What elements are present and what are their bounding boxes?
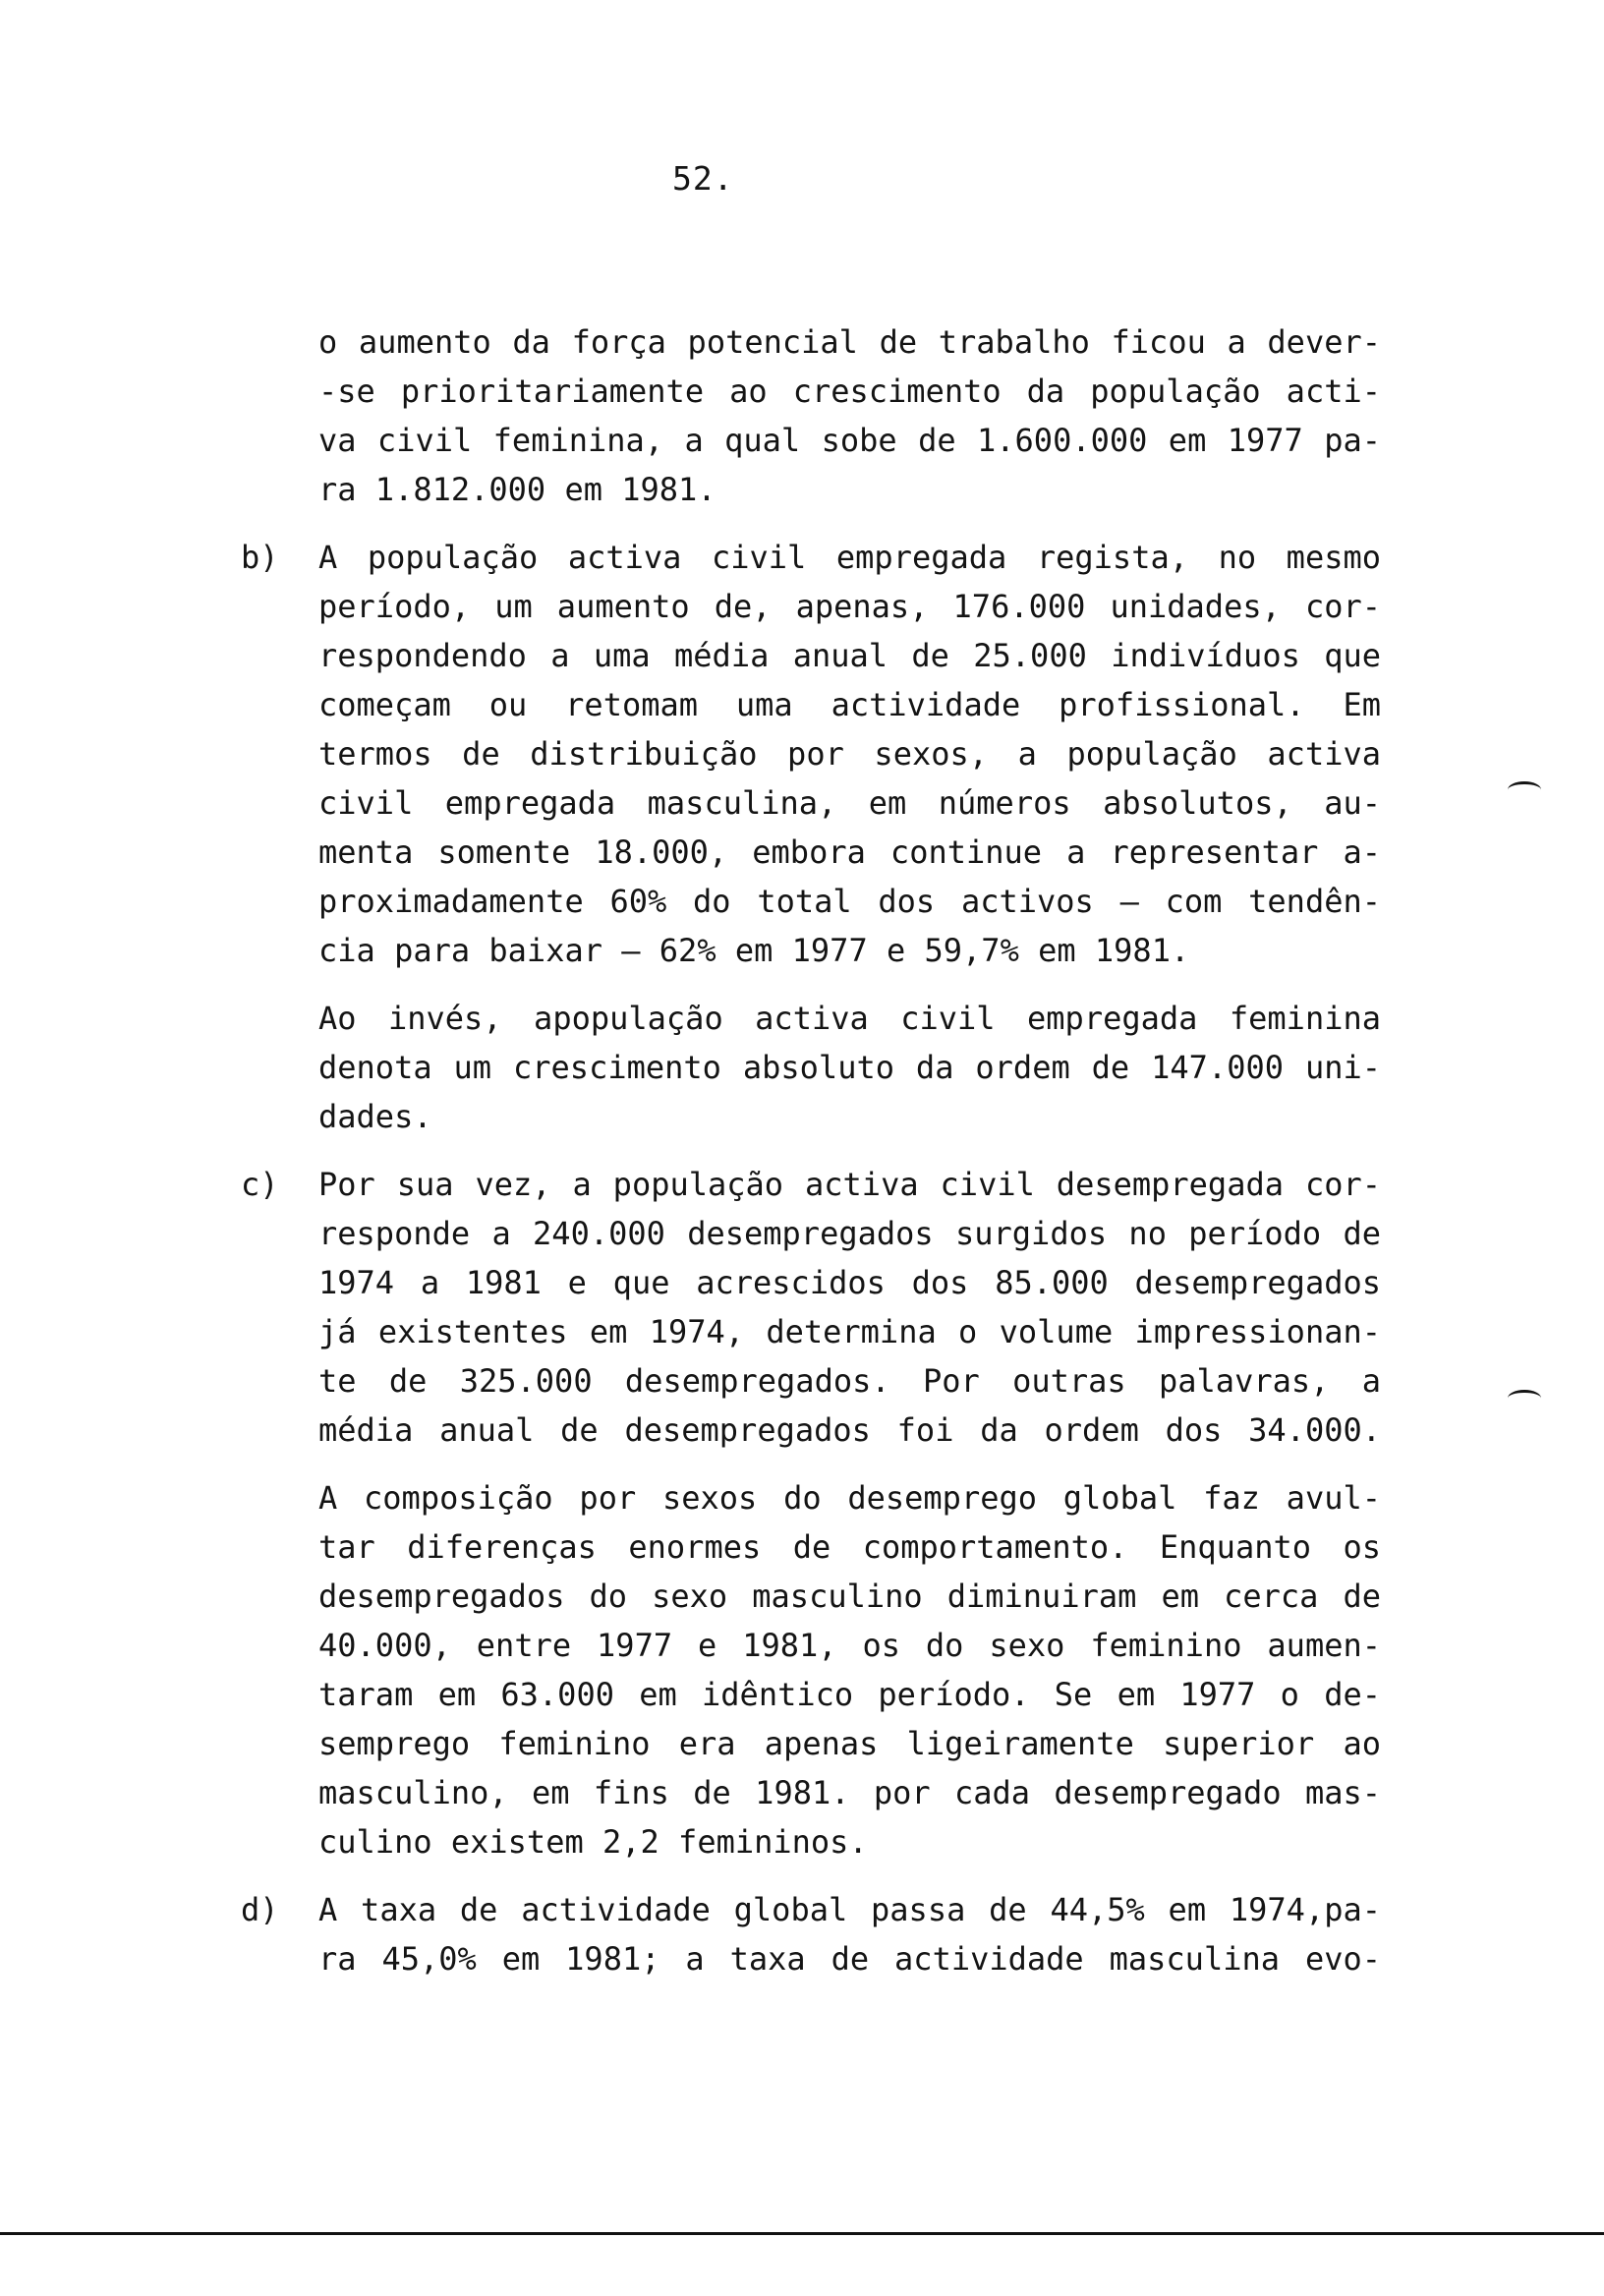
list-marker-b: b) <box>241 539 279 576</box>
text-line: masculino, em fins de 1981. por cada desempregado mas- <box>318 1774 1381 1811</box>
text-line: proximadamente 60% do total dos activos — com tendên- <box>318 883 1381 920</box>
text-line: semprego feminino era apenas ligeiramente superior ao <box>318 1725 1381 1762</box>
text-line: termos de distribuição por sexos, a população activa <box>318 735 1381 773</box>
text-line: 1974 a 1981 e que acrescidos dos 85.000 desempregados <box>318 1264 1381 1301</box>
text-line: cia para baixar — 62% em 1977 e 59,7% em 1981. <box>318 932 1190 969</box>
paragraph-item-d <box>241 1885 1381 1983</box>
list-marker-d: d) <box>241 1891 279 1928</box>
text-line: o aumento da força potencial de trabalho ficou a dever- <box>318 323 1381 361</box>
text-line: civil empregada masculina, em números absolutos, au- <box>318 784 1381 822</box>
text-line: começam ou retomam uma actividade profissional. Em <box>318 686 1381 723</box>
text-line: Ao invés, apopulação activa civil empregada feminina <box>318 1000 1381 1037</box>
text-line: responde a 240.000 desempregados surgidos no período de <box>318 1215 1381 1252</box>
text-line: desempregados do sexo masculino diminuiram em cerca de <box>318 1578 1381 1615</box>
text-line: taram em 63.000 em idêntico período. Se em 1977 o de- <box>318 1676 1381 1713</box>
text-line: 40.000, entre 1977 e 1981, os do sexo feminino aumen- <box>318 1627 1381 1664</box>
bottom-rule <box>0 2232 1604 2235</box>
text-line: menta somente 18.000, embora continue a representar a- <box>318 833 1381 871</box>
paragraph-item-b-continued <box>241 994 1381 1141</box>
document-body <box>241 317 1381 2002</box>
paragraph-intro-continuation <box>241 317 1381 514</box>
text-line: tar diferenças enormes de comportamento. Enquanto os <box>318 1528 1381 1566</box>
margin-mark-icon <box>1508 1390 1541 1406</box>
paragraph-item-b <box>241 533 1381 975</box>
text-line: denota um crescimento absoluto da ordem de 147.000 uni- <box>318 1049 1381 1086</box>
paragraph-item-c <box>241 1160 1381 1455</box>
page-number: 52. <box>672 159 734 198</box>
text-line: A população activa civil empregada regista, no mesmo <box>318 539 1381 576</box>
paragraph-item-c-continued <box>241 1473 1381 1866</box>
text-line: culino existem 2,2 femininos. <box>318 1823 868 1861</box>
text-line: -se prioritariamente ao crescimento da população acti- <box>318 373 1381 410</box>
text-line: ra 45,0% em 1981; a taxa de actividade masculina evo- <box>318 1940 1381 1978</box>
text-line: va civil feminina, a qual sobe de 1.600.000 em 1977 pa- <box>318 422 1381 459</box>
text-line: dades. <box>318 1098 432 1135</box>
list-marker-c: c) <box>241 1166 279 1203</box>
text-line: ra 1.812.000 em 1981. <box>318 471 716 508</box>
text-line: A taxa de actividade global passa de 44,5% em 1974,pa- <box>318 1891 1381 1928</box>
text-line: já existentes em 1974, determina o volume impressionan- <box>318 1313 1381 1350</box>
text-line: A composição por sexos do desemprego global faz avul- <box>318 1479 1381 1517</box>
text-line: respondendo a uma média anual de 25.000 indivíduos que <box>318 637 1381 674</box>
text-line: período, um aumento de, apenas, 176.000 unidades, cor- <box>318 588 1381 625</box>
text-line: média anual de desempregados foi da ordem dos 34.000. <box>318 1411 1381 1449</box>
margin-mark-icon <box>1508 781 1541 798</box>
text-line: Por sua vez, a população activa civil desempregada cor- <box>318 1166 1381 1203</box>
text-line: te de 325.000 desempregados. Por outras palavras, a <box>318 1362 1381 1400</box>
